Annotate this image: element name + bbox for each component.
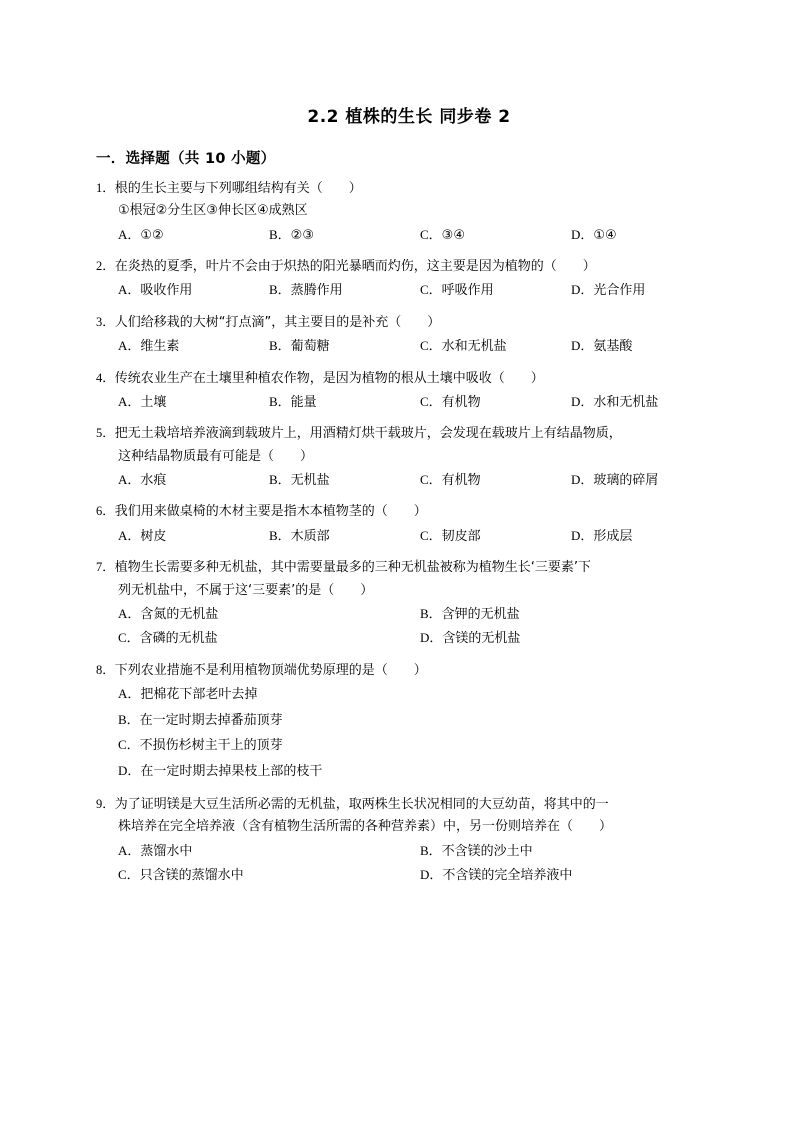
question-number: 2． xyxy=(96,259,115,274)
option-letter: A． xyxy=(118,527,141,543)
option-letter: B． xyxy=(269,226,291,242)
option-letter: A． xyxy=(118,472,141,488)
option-letter: B． xyxy=(118,711,140,727)
option-letter: D． xyxy=(571,338,594,354)
option-choice[interactable] xyxy=(420,390,571,414)
option-choice[interactable] xyxy=(269,468,420,492)
option-text: 有机物 xyxy=(441,473,481,489)
option-letter: C． xyxy=(118,866,140,882)
question-number: 3． xyxy=(96,314,115,329)
option-letter: D． xyxy=(420,866,443,882)
option-row xyxy=(118,733,722,759)
option-choice[interactable] xyxy=(118,602,420,626)
option-group xyxy=(118,468,722,492)
option-letter: C． xyxy=(118,737,140,753)
option-text: 玻璃的碎屑 xyxy=(593,473,659,489)
option-text: 韧皮部 xyxy=(441,528,481,544)
option-choice[interactable] xyxy=(118,682,722,708)
question-stem-text: 人们给移栽的大树“打点滴”，其主要目的是补充（ ） xyxy=(114,314,441,330)
question-subline: 这种结晶物质最有可能是（ ） xyxy=(118,448,314,464)
option-letter: B． xyxy=(420,842,442,858)
question-item xyxy=(96,312,722,359)
option-letter: C． xyxy=(420,393,442,409)
option-text: 不含镁的沙土中 xyxy=(441,843,533,859)
option-group xyxy=(118,223,722,247)
option-row xyxy=(118,863,722,887)
option-row xyxy=(118,708,722,734)
option-letter: C． xyxy=(420,282,442,298)
option-letter: B． xyxy=(269,393,291,409)
option-choice[interactable] xyxy=(118,524,269,548)
option-choice[interactable] xyxy=(118,733,722,759)
option-letter: D． xyxy=(571,282,594,298)
option-letter: A． xyxy=(118,226,141,242)
option-letter: C． xyxy=(118,630,140,646)
question-item xyxy=(96,423,722,492)
option-text: 蒸馏水中 xyxy=(140,843,193,859)
option-letter: B． xyxy=(269,338,291,354)
section-heading: 一．选择题（共 10 小题） xyxy=(96,151,276,167)
question-number: 5． xyxy=(96,426,115,441)
option-row xyxy=(118,223,722,247)
question-list xyxy=(96,178,722,887)
option-choice[interactable] xyxy=(420,626,722,650)
option-text: 蒸腾作用 xyxy=(290,283,343,299)
question-stem xyxy=(96,178,722,200)
question-stem-text: 传统农业生产在土壤里种植农作物，是因为植物的根从土壤中吸收（ ） xyxy=(114,370,544,386)
option-row xyxy=(118,524,722,548)
option-text: 葡萄糖 xyxy=(290,339,330,355)
question-number: 9． xyxy=(96,796,115,811)
option-text: ②③ xyxy=(290,227,314,243)
option-letter: A． xyxy=(118,282,141,298)
question-stem xyxy=(96,423,722,445)
option-letter: C． xyxy=(420,226,442,242)
option-choice[interactable] xyxy=(571,468,722,492)
option-text: 吸收作用 xyxy=(140,283,193,299)
option-group xyxy=(118,682,722,785)
question-stem-text: 我们用来做桌椅的木材主要是指木本植物茎的（ ） xyxy=(114,504,427,520)
question-stem xyxy=(96,312,722,334)
option-letter: B． xyxy=(269,282,291,298)
option-letter: C． xyxy=(420,472,442,488)
option-choice[interactable] xyxy=(420,863,722,887)
option-choice[interactable] xyxy=(420,223,571,247)
option-choice[interactable] xyxy=(420,334,571,358)
option-letter: D． xyxy=(420,630,443,646)
question-stem xyxy=(96,368,722,390)
option-choice[interactable] xyxy=(269,334,420,358)
question-item xyxy=(96,256,722,303)
question-number: 8． xyxy=(96,662,115,677)
option-choice[interactable] xyxy=(269,390,420,414)
question-item xyxy=(96,794,722,888)
option-choice[interactable] xyxy=(269,278,420,302)
option-row xyxy=(118,334,722,358)
option-choice[interactable] xyxy=(571,524,722,548)
option-choice[interactable] xyxy=(118,626,420,650)
option-text: 水痕 xyxy=(140,473,167,489)
option-text: 只含镁的蒸馏水中 xyxy=(139,867,244,883)
option-letter: B． xyxy=(269,527,291,543)
option-letter: D． xyxy=(118,763,141,779)
option-choice[interactable] xyxy=(118,863,420,887)
question-item xyxy=(96,501,722,548)
option-text: 土壤 xyxy=(140,394,167,410)
option-choice[interactable] xyxy=(571,278,722,302)
option-group xyxy=(118,524,722,548)
option-letter: B． xyxy=(420,605,442,621)
option-choice[interactable] xyxy=(420,468,571,492)
question-stem-text: 根的生长主要与下列哪组结构有关（ ） xyxy=(114,181,362,196)
option-text: ①④ xyxy=(593,227,617,243)
option-letter: A． xyxy=(118,605,141,621)
question-stem xyxy=(96,501,722,523)
question-number: 6． xyxy=(96,504,115,519)
option-letter: D． xyxy=(571,226,594,242)
question-stem xyxy=(96,660,722,682)
option-row xyxy=(118,682,722,708)
question-number: 4． xyxy=(96,370,115,385)
question-stem-text: 下列农业措施不是利用植物顶端优势原理的是（ ） xyxy=(114,662,427,678)
option-row xyxy=(118,626,722,650)
option-text: 形成层 xyxy=(593,528,633,544)
option-choice[interactable] xyxy=(420,278,571,302)
option-text: 含镁的无机盐 xyxy=(442,631,521,647)
option-text: 含磷的无机盐 xyxy=(139,631,218,647)
option-choice[interactable] xyxy=(118,223,269,247)
option-row xyxy=(118,278,722,302)
option-row xyxy=(118,759,722,785)
option-text: 光合作用 xyxy=(593,283,646,299)
question-stem-text: 为了证明镁是大豆生活所必需的无机盐，取两株生长状况相同的大豆幼苗，将其中的一 xyxy=(114,796,609,812)
option-letter: A． xyxy=(118,393,141,409)
question-item xyxy=(96,368,722,415)
option-choice[interactable] xyxy=(118,839,420,863)
option-choice[interactable] xyxy=(571,390,722,414)
option-group xyxy=(118,278,722,302)
option-choice[interactable] xyxy=(571,334,722,358)
option-choice[interactable] xyxy=(118,334,269,358)
option-text: 无机盐 xyxy=(290,473,330,489)
option-letter: A． xyxy=(118,686,141,702)
question-item xyxy=(96,178,722,247)
option-text: 树皮 xyxy=(140,528,167,544)
option-text: 氨基酸 xyxy=(593,339,633,355)
option-letter: B． xyxy=(269,472,291,488)
question-item xyxy=(96,557,722,651)
option-letter: C． xyxy=(420,527,442,543)
option-choice[interactable] xyxy=(269,524,420,548)
option-text: 有机物 xyxy=(441,394,481,410)
option-letter: A． xyxy=(118,842,141,858)
option-choice[interactable] xyxy=(571,223,722,247)
option-choice[interactable] xyxy=(420,524,571,548)
option-group xyxy=(118,334,722,358)
option-text: ①② xyxy=(140,227,164,243)
question-stem xyxy=(96,794,722,816)
option-group xyxy=(118,390,722,414)
option-choice[interactable] xyxy=(118,468,269,492)
option-text: 水和无机盐 xyxy=(593,394,659,410)
option-text: 维生素 xyxy=(140,339,180,355)
question-number: 1． xyxy=(96,181,115,195)
option-text: 水和无机盐 xyxy=(441,339,507,355)
option-row xyxy=(118,602,722,626)
option-row xyxy=(118,839,722,863)
option-choice[interactable] xyxy=(420,602,722,626)
question-stem-text: 把无土栽培培养液滴到载玻片上，用酒精灯烘干载玻片，会发现在载玻片上有结晶物质， xyxy=(114,426,622,442)
option-choice[interactable] xyxy=(118,390,269,414)
option-text: 在一定时期去掉番茄顶芽 xyxy=(139,712,283,728)
option-choice[interactable] xyxy=(420,839,722,863)
option-letter: A． xyxy=(118,338,141,354)
question-stem xyxy=(96,557,722,579)
option-text: 木质部 xyxy=(290,528,330,544)
option-row xyxy=(118,468,722,492)
option-choice[interactable] xyxy=(118,278,269,302)
option-text: 含氮的无机盐 xyxy=(140,606,219,622)
option-letter: D． xyxy=(571,527,594,543)
option-text: 在一定时期去掉果枝上部的枝干 xyxy=(140,764,323,780)
option-choice[interactable] xyxy=(118,708,722,734)
option-group xyxy=(118,839,722,888)
question-item xyxy=(96,660,722,785)
question-stem-text: 植物生长需要多种无机盐，其中需要量最多的三种无机盐被称为植物生长‘三要素’下 xyxy=(114,560,592,576)
option-text: 不含镁的完全培养液中 xyxy=(442,867,573,883)
question-number: 7． xyxy=(96,560,115,575)
option-text: 呼吸作用 xyxy=(441,283,494,299)
option-letter: D． xyxy=(571,472,594,488)
option-text: 能量 xyxy=(290,394,317,410)
question-subline: 列无机盐中，不属于这‘三要素’的是（ ） xyxy=(118,582,374,598)
question-subline: ①根冠②分生区③伸长区④成熟区 xyxy=(118,203,308,219)
option-letter: C． xyxy=(420,338,442,354)
question-stem xyxy=(96,256,722,278)
option-row xyxy=(118,390,722,414)
option-text: 不损伤杉树主干上的顶芽 xyxy=(139,738,283,754)
option-choice[interactable] xyxy=(269,223,420,247)
page-title: 2.2 植株的生长 同步卷 2 xyxy=(307,107,511,127)
option-text: 把棉花下部老叶去掉 xyxy=(140,687,258,703)
option-letter: D． xyxy=(571,393,594,409)
question-subline: 株培养在完全培养液（含有植物生活所需的各种营养素）中，另一份则培养在（ ） xyxy=(118,819,613,835)
option-text: 含钾的无机盐 xyxy=(441,606,520,622)
option-text: ③④ xyxy=(441,227,465,243)
question-stem-text: 在炎热的夏季，叶片不会由于炽热的阳光暴晒而灼伤，这主要是因为植物的（ ） xyxy=(114,259,596,275)
option-choice[interactable] xyxy=(118,759,722,785)
option-group xyxy=(118,602,722,651)
